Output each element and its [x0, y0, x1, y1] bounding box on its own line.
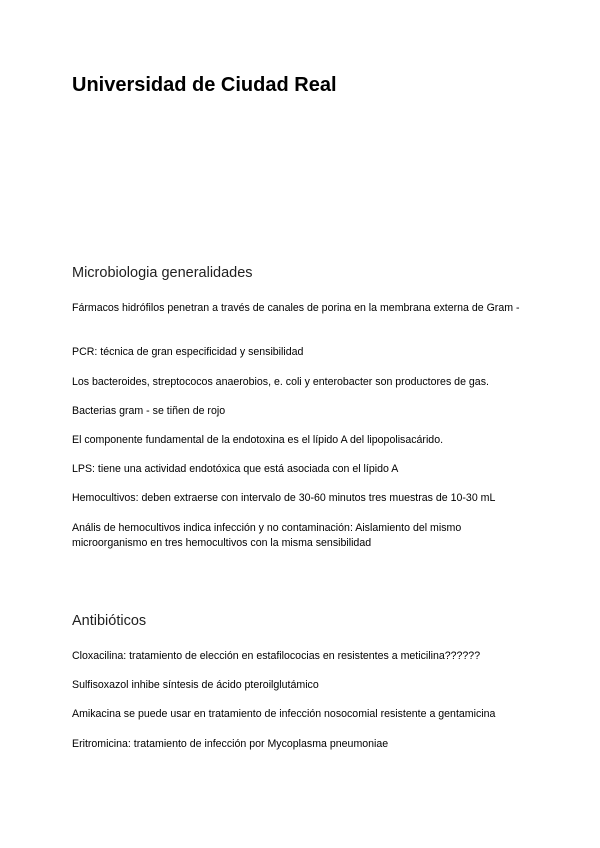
paragraph: Anális de hemocultivos indica infección y no contaminación: Aislamiento del mismo microorganismo en tres hemocultivos con la misma sensibilidad — [72, 522, 462, 549]
paragraph: Eritromicina: tratamiento de infección por Mycoplasma pneumoniae — [72, 738, 389, 750]
paragraph: El componente fundamental de la endotoxina es el lípido A del lipopolisacárido. — [72, 434, 444, 446]
paragraph: Hemocultivos: deben extraerse con intervalo de 30-60 minutos tres muestras de 10-30 mL — [72, 492, 496, 504]
paragraph: Los bacteroides, streptococos anaerobios, e. coli y enterobacter son productores de gas. — [72, 376, 489, 388]
section-heading-antibioticos: Antibióticos — [72, 613, 147, 629]
paragraph: Fármacos hidrófilos penetran a través de canales de porina en la membrana externa de Gram - — [72, 302, 520, 314]
paragraph: PCR: técnica de gran especificidad y sensibilidad — [72, 346, 304, 358]
paragraph: Sulfisoxazol inhibe síntesis de ácido pteroilglutámico — [72, 679, 319, 691]
paragraph: Bacterias gram - se tiñen de rojo — [72, 405, 226, 417]
document-title: Universidad de Ciudad Real — [72, 74, 337, 96]
paragraph: Cloxacilina: tratamiento de elección en estafilococias en resistentes a meticilina?????? — [72, 650, 481, 662]
paragraph: Amikacina se puede usar en tratamiento de infección nosocomial resistente a gentamicina — [72, 708, 496, 720]
paragraph: LPS: tiene una actividad endotóxica que está asociada con el lípido A — [72, 463, 399, 475]
section-heading-microbiologia: Microbiologia generalidades — [72, 265, 253, 281]
